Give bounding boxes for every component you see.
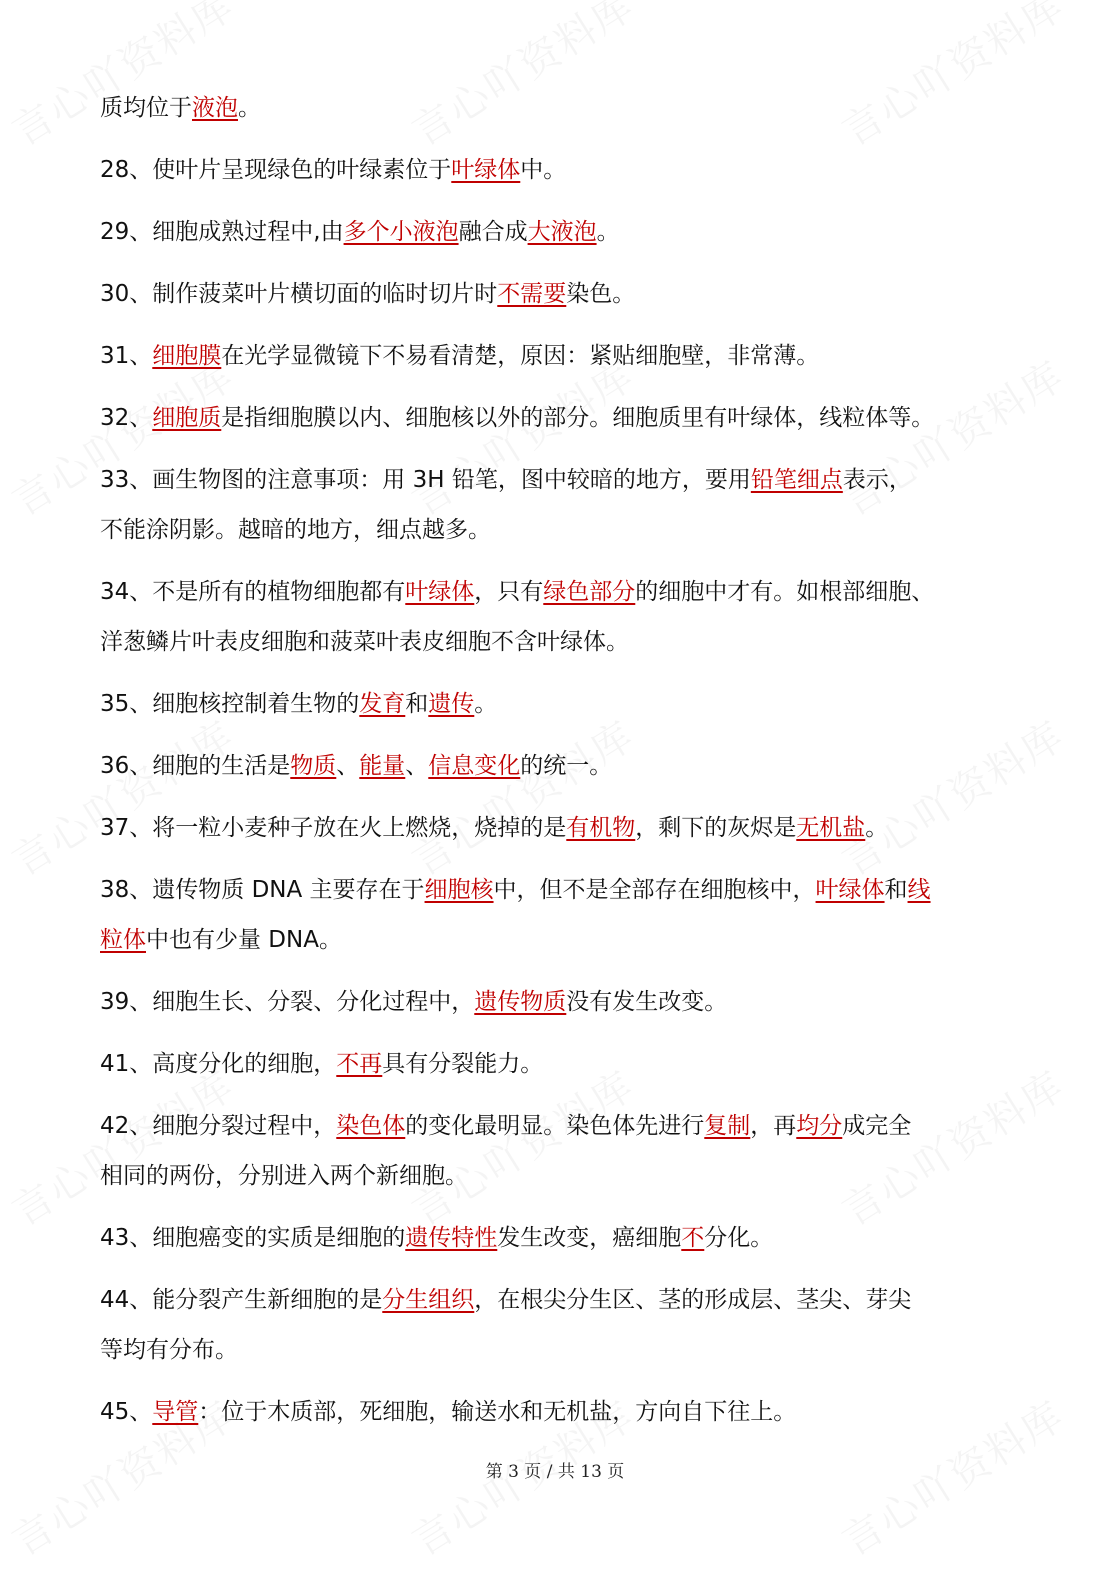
text-line [100, 576, 934, 608]
text-line [100, 1334, 238, 1366]
highlighted-keyword: 复制 [704, 1113, 751, 1139]
highlighted-keyword: 遗传 [428, 691, 475, 717]
text-line [100, 92, 261, 124]
highlighted-keyword: 发育 [359, 691, 406, 717]
watermark-text [0, 0, 244, 157]
highlighted-keyword: 导管 [152, 1399, 199, 1425]
text-segment: 42、细胞分裂过程中， [100, 1113, 337, 1139]
text-line [100, 402, 934, 434]
text-line [100, 924, 342, 956]
highlighted-keyword: 染色体 [336, 1113, 406, 1139]
text-segment: 30、制作菠菜叶片横切面的临时切片时 [100, 281, 498, 307]
text-segment: 在光学显微镜下不易看清楚，原因：紧贴细胞壁，非常薄。 [221, 343, 820, 369]
text-line [100, 1048, 543, 1080]
text-line [100, 750, 612, 782]
highlighted-keyword: 均分 [796, 1113, 843, 1139]
text-segment: 39、细胞生长、分裂、分化过程中， [100, 989, 475, 1015]
text-segment: 融合成 [458, 219, 528, 245]
highlighted-keyword: 分生组织 [382, 1287, 475, 1313]
text-segment: ，在根尖分生区、茎的形成层、茎尖、芽尖 [474, 1287, 912, 1313]
text-segment: 的变化最明显。染色体先进行 [405, 1113, 705, 1139]
highlighted-keyword: 线 [907, 877, 931, 903]
highlighted-keyword: 细胞质 [152, 405, 222, 431]
text-segment: ：位于木质部，死细胞，输送水和无机盐，方向自下往上。 [198, 1399, 797, 1425]
text-line [100, 688, 497, 720]
text-segment: 37、将一粒小麦种子放在火上燃烧，烧掉的是 [100, 815, 567, 841]
text-line [100, 340, 819, 372]
text-segment: 中也有少量 DNA。 [146, 927, 342, 953]
text-segment: 28、使叶片呈现绿色的叶绿素位于 [100, 157, 452, 183]
highlighted-keyword: 多个小液泡 [343, 219, 459, 245]
text-segment: 相同的两份，分别进入两个新细胞。 [100, 1163, 468, 1189]
text-segment: ，只有 [474, 579, 544, 605]
page-footer: 第 3 页 / 共 13 页 [485, 1462, 625, 1482]
text-segment: 具有分裂能力。 [382, 1051, 544, 1077]
highlighted-keyword: 不 [681, 1225, 705, 1251]
text-line [100, 514, 491, 546]
watermark-text [830, 0, 1074, 157]
highlighted-keyword: 大液泡 [527, 219, 597, 245]
text-line [100, 278, 635, 310]
text-segment: 41、高度分化的细胞， [100, 1051, 337, 1077]
highlighted-keyword: 液泡 [192, 95, 238, 121]
text-line [100, 1284, 911, 1316]
text-line [100, 1396, 796, 1428]
text-segment: 的统一。 [520, 753, 613, 779]
watermark-text [400, 0, 644, 157]
text-segment: 和 [884, 877, 908, 903]
text-line [100, 1160, 468, 1192]
text-segment: 中，但不是全部存在细胞核中， [493, 877, 816, 903]
highlighted-keyword: 叶绿体 [815, 877, 885, 903]
highlighted-keyword: 有机物 [566, 815, 636, 841]
text-segment: 、 [405, 753, 429, 779]
text-segment: 。 [474, 691, 498, 717]
text-line [100, 812, 888, 844]
text-segment: 表示， [842, 467, 912, 493]
text-segment: 。 [865, 815, 889, 841]
text-segment: 45、 [100, 1399, 153, 1425]
text-segment: 等均有分布。 [100, 1337, 238, 1363]
text-segment: 和 [405, 691, 429, 717]
text-segment: 31、 [100, 343, 153, 369]
text-segment: 34、不是所有的植物细胞都有 [100, 579, 406, 605]
text-segment: 中。 [520, 157, 567, 183]
highlighted-keyword: 绿色部分 [543, 579, 636, 605]
text-line [100, 464, 912, 496]
text-segment: 32、 [100, 405, 153, 431]
text-segment: 44、能分裂产生新细胞的是 [100, 1287, 383, 1313]
highlighted-keyword: 叶绿体 [451, 157, 521, 183]
text-segment: 发生改变，癌细胞 [497, 1225, 682, 1251]
highlighted-keyword: 能量 [359, 753, 406, 779]
text-segment: 是指细胞膜以内、细胞核以外的部分。细胞质里有叶绿体，线粒体等。 [221, 405, 935, 431]
highlighted-keyword: 不再 [336, 1051, 383, 1077]
text-segment: 洋葱鳞片叶表皮细胞和菠菜叶表皮细胞不含叶绿体。 [100, 629, 629, 655]
highlighted-keyword: 遗传物质 [474, 989, 567, 1015]
text-segment: 不能涂阴影。越暗的地方，细点越多。 [100, 517, 491, 543]
text-segment: 没有发生改变。 [566, 989, 728, 1015]
text-segment: 35、细胞核控制着生物的 [100, 691, 360, 717]
watermark-text [830, 705, 1074, 887]
text-segment: 、 [336, 753, 360, 779]
watermark-text [400, 1055, 644, 1237]
text-segment: 成完全 [842, 1113, 912, 1139]
highlighted-keyword: 遗传特性 [405, 1225, 498, 1251]
highlighted-keyword: 粒体 [100, 927, 146, 953]
watermark-text [0, 345, 244, 527]
text-line [100, 986, 727, 1018]
watermark-text [0, 1055, 244, 1237]
text-segment: 质均位于 [100, 95, 192, 121]
text-segment: 43、细胞癌变的实质是细胞的 [100, 1225, 406, 1251]
text-segment: 。 [238, 95, 261, 121]
text-line [100, 1222, 773, 1254]
text-segment: 38、遗传物质 DNA 主要存在于 [100, 877, 425, 903]
watermark-text [400, 705, 644, 887]
highlighted-keyword: 物质 [290, 753, 337, 779]
text-line [100, 626, 629, 658]
watermark-text [400, 345, 644, 527]
text-line [100, 874, 931, 906]
highlighted-keyword: 铅笔细点 [750, 467, 843, 493]
watermark-text [0, 705, 244, 887]
text-segment: 33、画生物图的注意事项：用 3H 铅笔，图中较暗的地方，要用 [100, 467, 751, 493]
text-segment: 染色。 [566, 281, 636, 307]
text-segment: 的细胞中才有。如根部细胞、 [635, 579, 935, 605]
text-segment: ，剩下的灰烬是 [635, 815, 797, 841]
text-segment: 分化。 [704, 1225, 774, 1251]
text-segment: 29、细胞成熟过程中,由 [100, 219, 344, 245]
watermark-text [830, 345, 1074, 527]
highlighted-keyword: 细胞核 [424, 877, 494, 903]
highlighted-keyword: 不需要 [497, 281, 567, 307]
highlighted-keyword: 细胞膜 [152, 343, 222, 369]
text-segment: ，再 [750, 1113, 797, 1139]
text-line [100, 216, 620, 248]
highlighted-keyword: 叶绿体 [405, 579, 475, 605]
highlighted-keyword: 无机盐 [796, 815, 866, 841]
text-line [100, 154, 566, 186]
text-segment: 36、细胞的生活是 [100, 753, 291, 779]
text-line [100, 1110, 911, 1142]
watermark-text [830, 1055, 1074, 1237]
highlighted-keyword: 信息变化 [428, 753, 521, 779]
text-segment: 。 [596, 219, 620, 245]
